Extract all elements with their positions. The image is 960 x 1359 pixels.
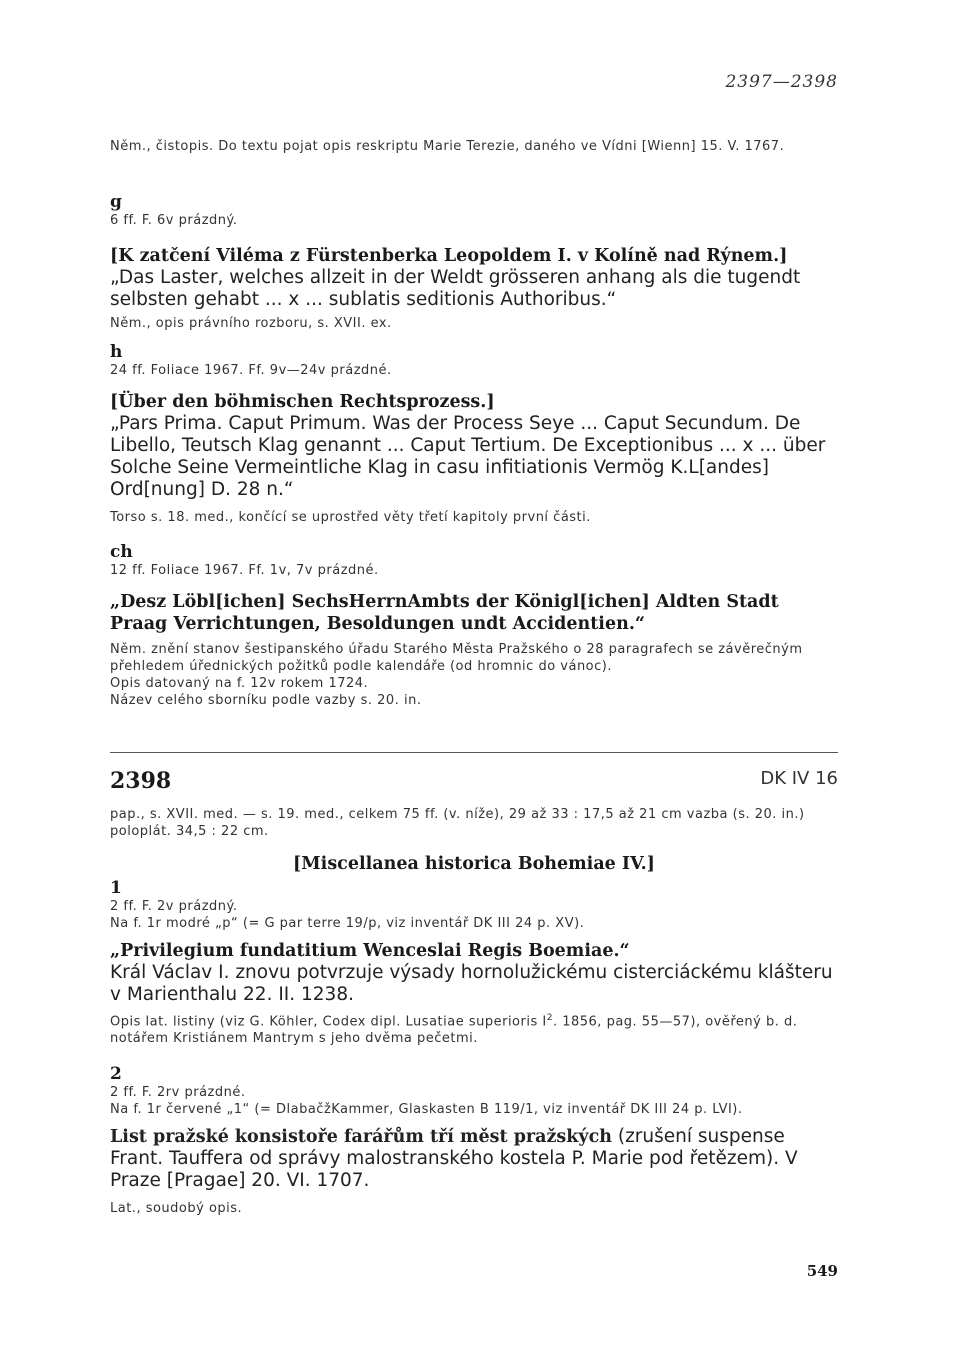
folio-note: 6 ff. F. 6v prázdný.	[110, 213, 238, 228]
section-title: [K zatčení Viléma z Fürstenberka Leopoldem I. v Kolíně nad Rýnem.]	[110, 246, 788, 266]
entry-number: 2398	[110, 768, 172, 794]
title-bold: List pražské konsistoře farářům tří měst pražských	[110, 1127, 612, 1147]
note-nem-copy	[110, 138, 838, 155]
section-letter: ch	[110, 542, 133, 562]
note-copy	[110, 1010, 838, 1047]
note-text: Něm., opis právního rozboru, s. XVII. ex.	[110, 316, 392, 331]
note-text: Lat., soudobý opis.	[110, 1201, 243, 1216]
section-1	[110, 878, 838, 1047]
collection-title-wrap	[110, 853, 838, 875]
note-text: Název celého sborníku podle vazby s. 20. in.	[110, 693, 422, 708]
section-title	[110, 1126, 838, 1192]
folio-note: 2 ff. F. 2rv prázdné.	[110, 1085, 246, 1100]
running-head: 2397—2398	[725, 72, 838, 92]
folio-note: 2 ff. F. 2v prázdný.	[110, 899, 238, 914]
note-text: Na f. 1r modré „p“ (= G par terre 19/p, viz inventář DK III 24 p. XV).	[110, 916, 585, 931]
section-title: „Privilegium fundatitium Wenceslai Regis Boemiae.“	[110, 941, 630, 961]
entry-separator	[110, 752, 838, 753]
title-rest: (zrušení suspense Frant. Tauffera od správy malostranského kostela P. Marie pod řetězem). V Praze [Pragae] 20. VI. 1707.	[110, 1126, 798, 1191]
note-text: Opis datovaný na f. 12v rokem 1724.	[110, 676, 369, 691]
note-copy-superscript: 2	[546, 1013, 553, 1023]
section-2	[110, 1064, 838, 1217]
section-h	[110, 342, 838, 526]
note-text: Něm. znění stanov šestipanského úřadu Starého Města Pražského o 28 paragrafech se závěrečným přehledem úřednických požitků podle kalendáře (od hromnic do vánoc).	[110, 642, 803, 674]
shelf-signature: DK IV 16	[760, 768, 838, 789]
section-title: „Desz Löbl[ichen] SechsHerrnAmbts der Königl[ichen] Aldten Stadt Praag Verrichtungen, Besoldungen undt Accidentien.“	[110, 592, 779, 634]
section-g	[110, 192, 838, 332]
incipit: „Das Laster, welches allzeit in der Weldt grösseren anhang als die tugendt selbsten gehabt ... x ... sublatis seditionis Authoribus.“	[110, 267, 801, 310]
summary: Král Václav I. znovu potvrzuje výsady hornolužickému cisterciáckému klášteru v Marienthalu 22. II. 1238.	[110, 962, 833, 1005]
section-letter: 2	[110, 1064, 122, 1084]
note-text: pap., s. XVII. med. — s. 19. med., celkem 75 ff. (v. níže), 29 až 33 : 17,5 až 21 cm vazba (s. 20. in.) poloplát. 34,5 : 22 cm.	[110, 807, 805, 839]
section-letter: h	[110, 342, 123, 362]
note-text: Torso s. 18. med., končící se uprostřed věty třetí kapitoly první části.	[110, 510, 591, 525]
folio-note: 24 ff. Foliace 1967. Ff. 9v—24v prázdné.	[110, 363, 392, 378]
collection-title: [Miscellanea historica Bohemiae IV.]	[293, 854, 655, 874]
section-letter: g	[110, 192, 122, 212]
section-title: [Über den böhmischen Rechtsprozess.]	[110, 392, 495, 412]
incipit: „Pars Prima. Caput Primum. Was der Process Seye ... Caput Secundum. De Libello, Teutsch Klag genannt ... Caput Tertium. De Exceptionibus ... x ... über Solche Seine Vermeintliche Klag in casu infitiationis Vermög K.L[andes] Ord[nung] D. 28 n.“	[110, 413, 826, 500]
page-number: 549	[806, 1262, 838, 1280]
note-copy-pre: Opis lat. listiny (viz G. Köhler, Codex dipl. Lusatiae superioris I	[110, 1014, 547, 1030]
folio-note: 12 ff. Foliace 1967. Ff. 1v, 7v prázdné.	[110, 563, 379, 578]
note-text: Na f. 1r červené „1“ (= DlabačžKammer, Glaskasten B 119/1, viz inventář DK III 24 p. LVI).	[110, 1102, 743, 1117]
physical-description	[110, 806, 838, 840]
section-letter: 1	[110, 878, 122, 898]
section-ch	[110, 542, 838, 709]
note-copy-post: . 1856, pag. 55—57), ověřený b. d. notářem Kristiánem Mantrym s jeho dvěma pečetmi.	[110, 1014, 798, 1047]
note-text: Něm., čistopis. Do textu pojat opis reskriptu Marie Terezie, daného ve Vídni [Wienn] 15. V. 1767.	[110, 139, 785, 154]
